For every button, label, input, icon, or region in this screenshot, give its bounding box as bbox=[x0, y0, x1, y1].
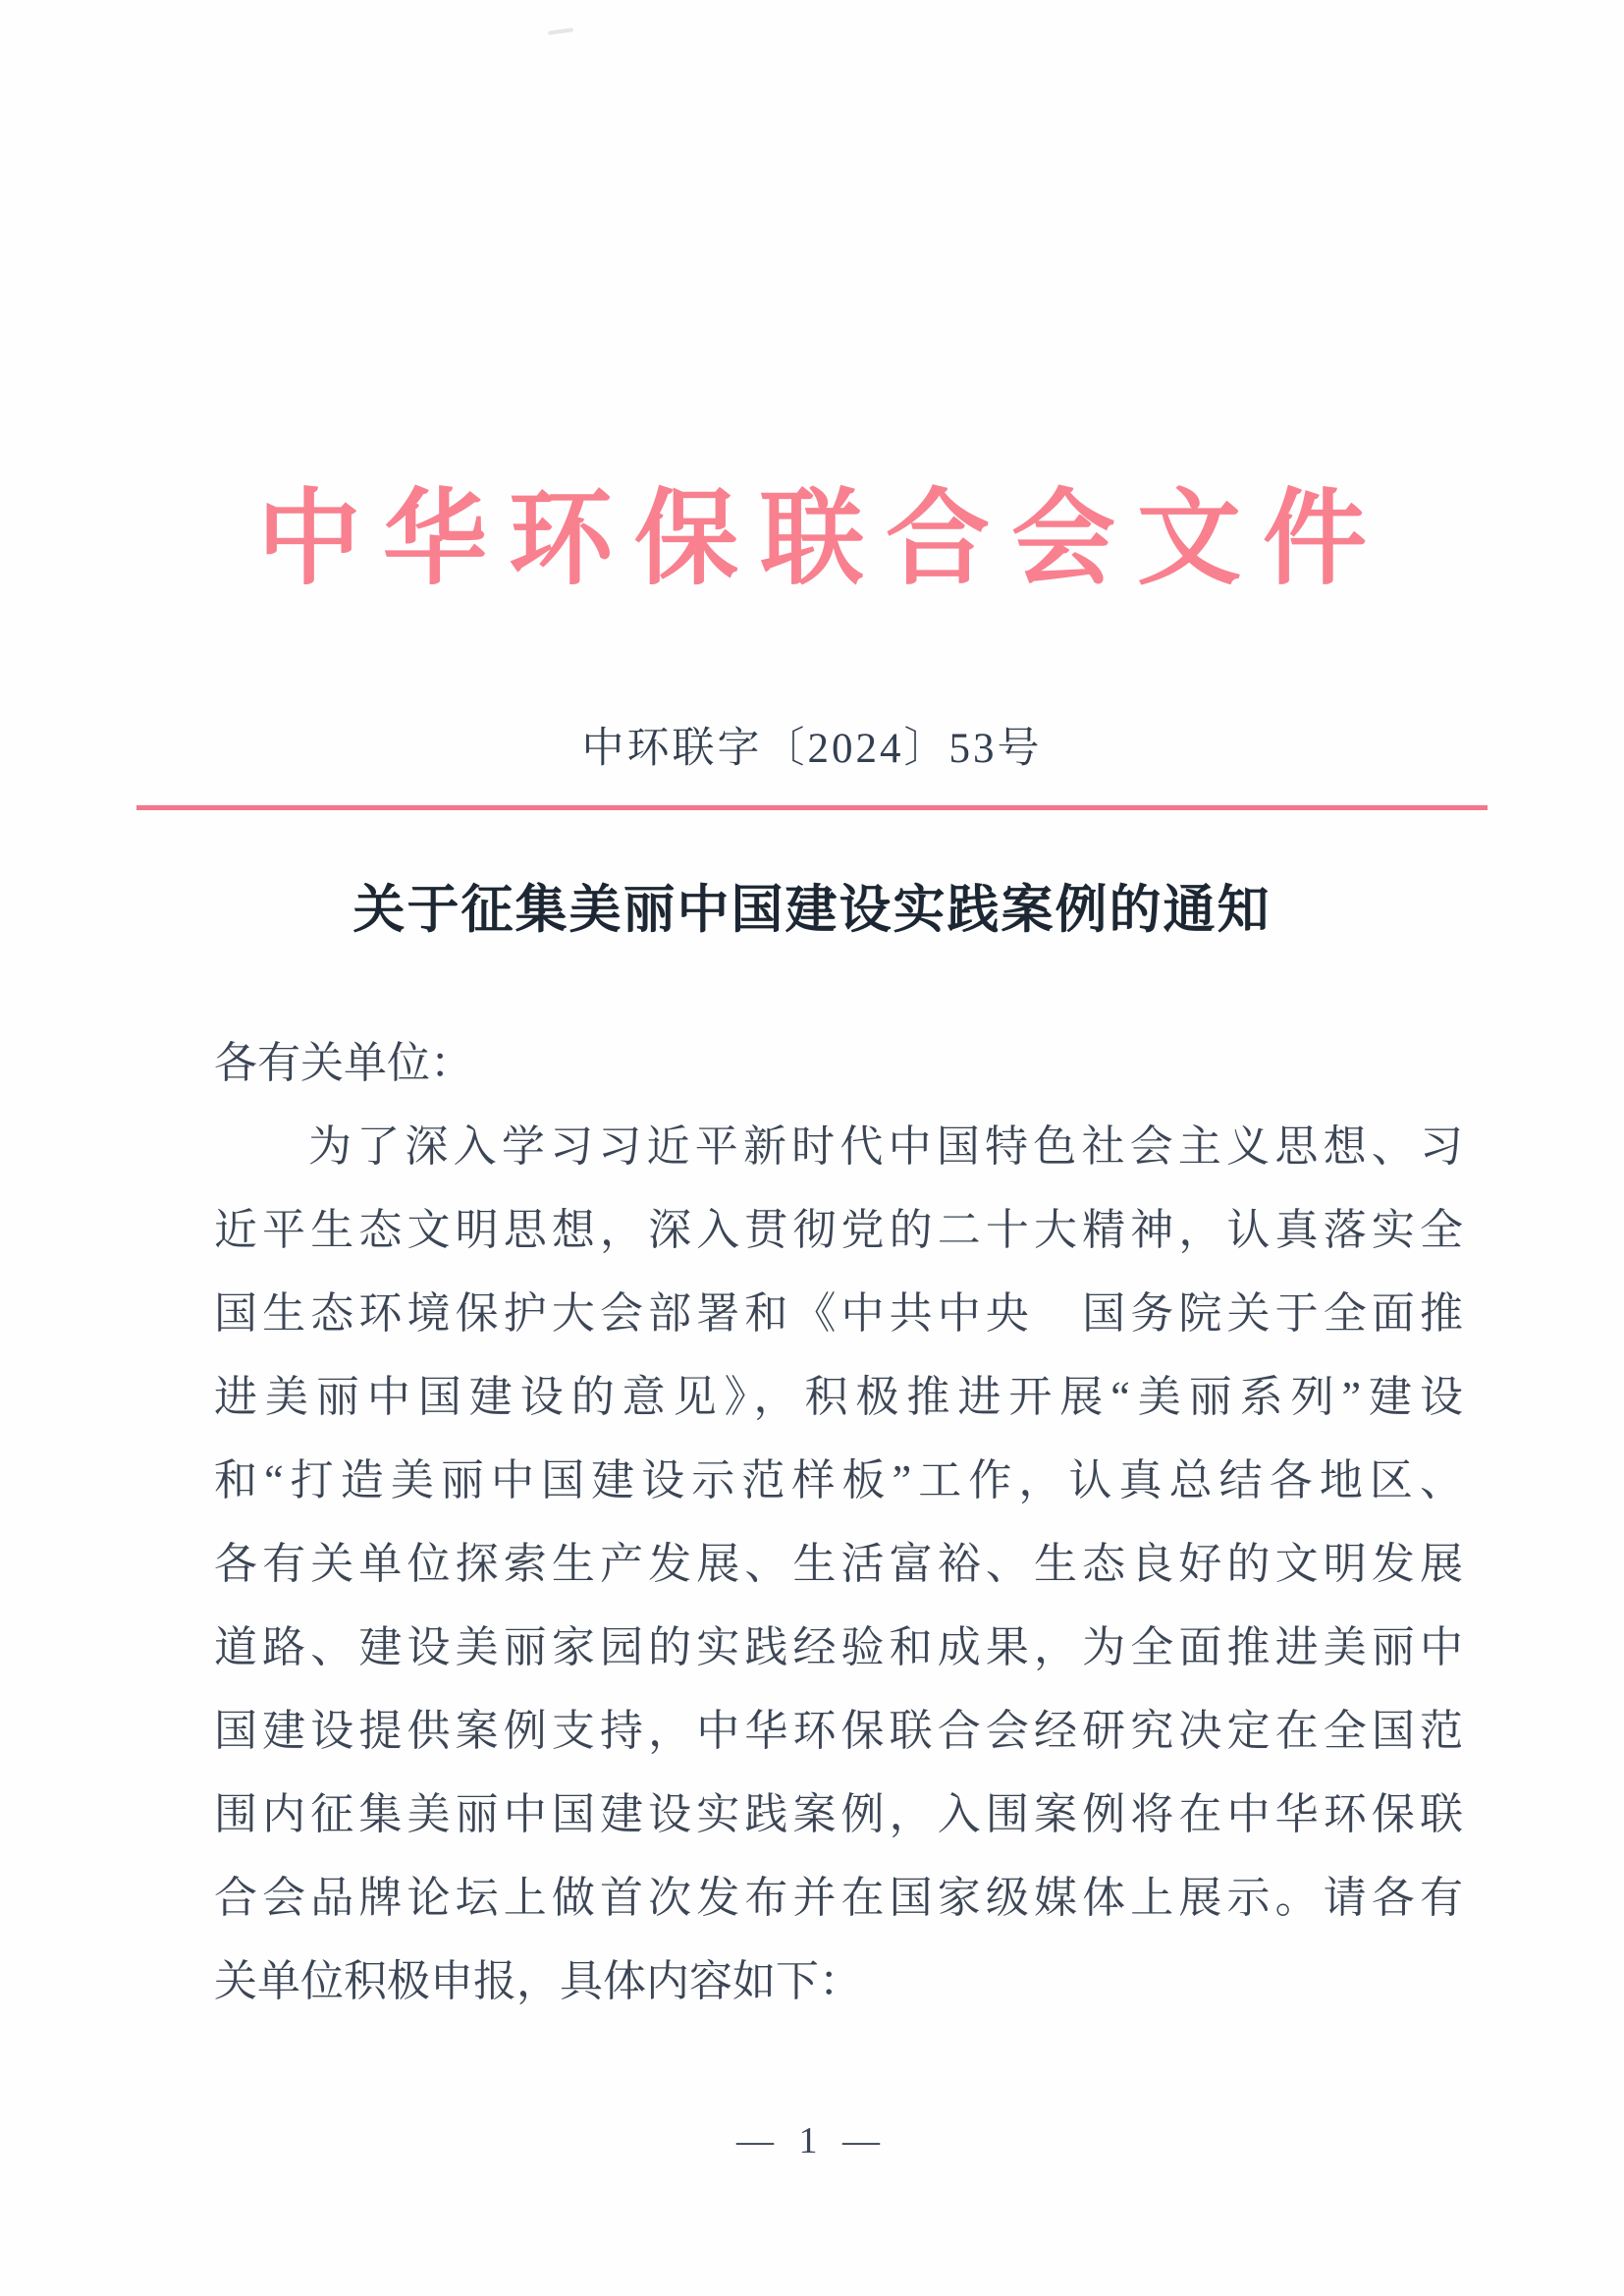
body-line: 各有关单位探索生产发展、生活富裕、生态良好的文明发展 bbox=[214, 1540, 1463, 1588]
body-line: 为了深入学习习近平新时代中国特色社会主义思想、习 bbox=[308, 1122, 1463, 1171]
body-line: 合会品牌论坛上做首次发布并在国家级媒体上展示。请各有 bbox=[214, 1874, 1463, 1922]
body-line: 进美丽中国建设的意见》，积极推进开展“美丽系列”建设 bbox=[214, 1373, 1463, 1421]
red-separator-line bbox=[136, 805, 1488, 810]
body-paragraph bbox=[214, 1021, 1463, 2023]
scan-artifact bbox=[548, 27, 573, 35]
salutation: 各有关单位： bbox=[214, 1039, 473, 1087]
page-number: — 1 — bbox=[736, 2120, 888, 2161]
letterhead-title: 中华环保联合会文件 bbox=[257, 482, 1388, 597]
document-title: 关于征集美丽中国建设实践案例的通知 bbox=[352, 882, 1272, 939]
body-line: 围内征集美丽中国建设实践案例，入围案例将在中华环保联 bbox=[214, 1790, 1463, 1838]
body-line: 近平生态文明思想，深入贯彻党的二十大精神，认真落实全 bbox=[214, 1206, 1463, 1254]
doc-number: 中环联字〔2024〕53号 bbox=[581, 726, 1043, 772]
body-line: 国建设提供案例支持，中华环保联合会经研究决定在全国范 bbox=[214, 1707, 1463, 1755]
body-line: 和“打造美丽中国建设示范样板”工作，认真总结各地区、 bbox=[214, 1456, 1463, 1504]
body-line: 道路、建设美丽家园的实践经验和成果，为全面推进美丽中 bbox=[214, 1623, 1463, 1671]
body-line: 关单位积极申报，具体内容如下： bbox=[214, 1957, 862, 2005]
body-line: 国生态环境保护大会部署和《中共中央 国务院关于全面推 bbox=[214, 1289, 1463, 1338]
